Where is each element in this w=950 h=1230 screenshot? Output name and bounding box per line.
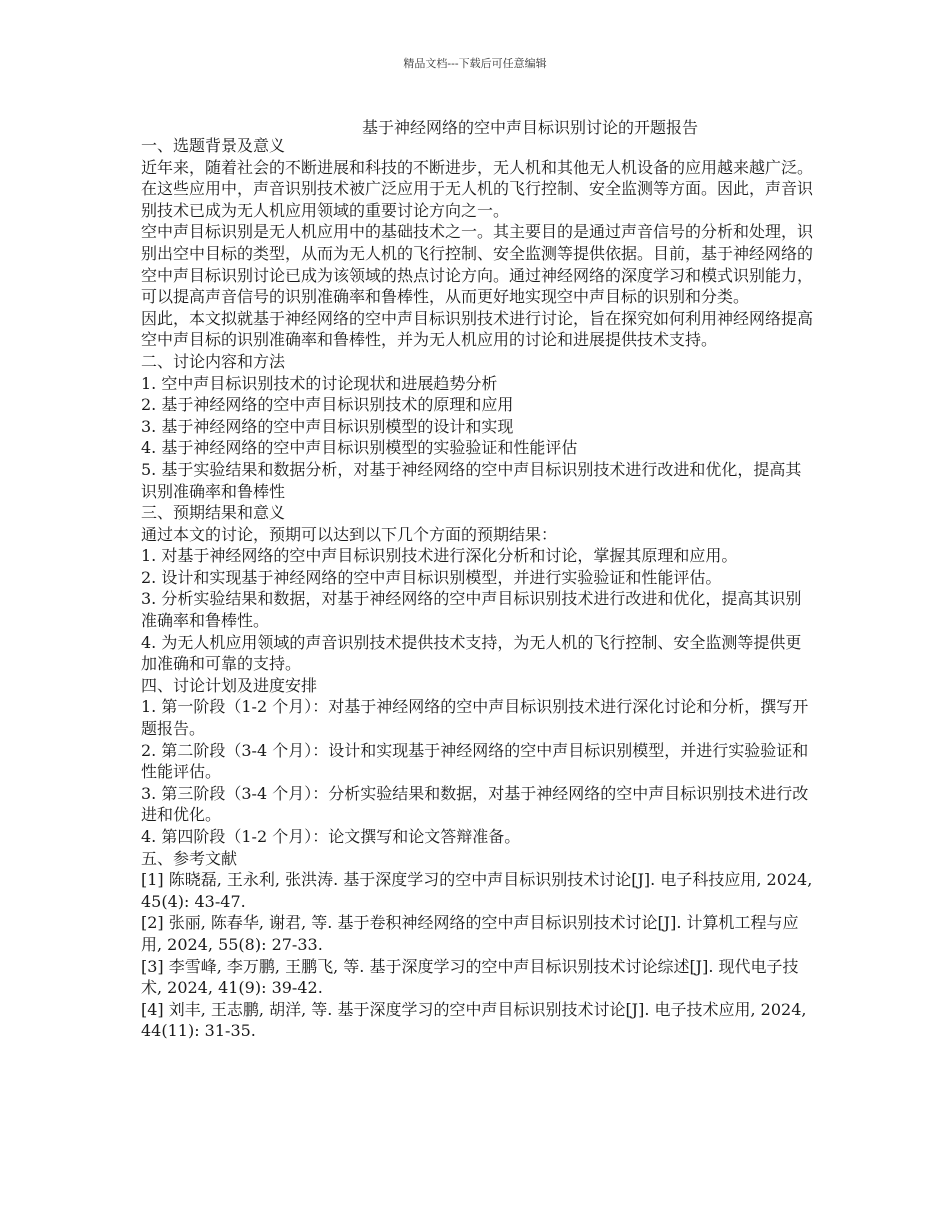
list-item: 4. 基于神经网络的空中声目标识别模型的实验验证和性能评估 [141, 438, 578, 458]
list-item: 1. 对基于神经网络的空中声目标识别技术进行深化分析和讨论，掌握其原理和应用。 [141, 546, 738, 566]
paragraph: 因此，本文拟就基于神经网络的空中声目标识别技术进行讨论，旨在探究如何利用神经网络提高空中声目标的识别准确率和鲁棒性，并为无人机应用的讨论和进展提供技术支持。 [141, 308, 814, 350]
section-heading-schedule: 四、讨论计划及进度安排 [141, 675, 318, 695]
paragraph: 通过本文的讨论，预期可以达到以下几个方面的预期结果： [141, 524, 558, 544]
list-item: 4. 第四阶段（1-2 个月）：论文撰写和论文答辩准备。 [141, 827, 521, 846]
list-item: 2. 设计和实现基于神经网络的空中声目标识别模型，并进行实验验证和性能评估。 [141, 567, 722, 587]
list-item: 3. 分析实验结果和数据，对基于神经网络的空中声目标识别技术进行改进和优化，提高其识别准确率和鲁棒性。 [141, 589, 802, 631]
page-header: 精品文档---下载后可任意编辑 [403, 57, 547, 70]
section-heading-references: 五、参考文献 [141, 848, 238, 868]
document-title: 基于神经网络的空中声目标识别讨论的开题报告 [362, 118, 699, 137]
list-item: 5. 基于实验结果和数据分析，对基于神经网络的空中声目标识别技术进行改进和优化，提高其识别准确率和鲁棒性 [141, 459, 802, 501]
section-heading-results: 三、预期结果和意义 [141, 503, 286, 523]
section-heading-content: 二、讨论内容和方法 [141, 351, 286, 371]
paragraph: 空中声目标识别是无人机应用中的基础技术之一。其主要目的是通过声音信号的分析和处理，识别出空中目标的类型，从而为无人机的飞行控制、安全监测等提供依据。目前，基于神经网络的空中声目标识别讨论已成为该领域的热点讨论方向。通过神经网络的深度学习和模式识别能力，可以提高声音信号的识别准确率和鲁棒性，从而更好地实现空中声目标的识别和分类。 [141, 222, 814, 307]
section-heading-background: 一、选题背景及意义 [141, 136, 286, 155]
list-item: 3. 基于神经网络的空中声目标识别模型的设计和实现 [141, 416, 514, 436]
reference-item: [1] 陈晓磊, 王永利, 张洪涛. 基于深度学习的空中声目标识别技术讨论[J]. 电子科技应用, 2024, 45(4): 43-47. [141, 870, 813, 911]
list-item: 2. 第二阶段（3-4 个月）：设计和实现基于神经网络的空中声目标识别模型，并进行实验验证和性能评估。 [141, 740, 809, 782]
reference-item: [3] 李雪峰, 李万鹏, 王鹏飞, 等. 基于深度学习的空中声目标识别技术讨论综述[J]. 现代电子技术, 2024, 41(9): 39-42. [141, 956, 799, 998]
list-item: 4. 为无人机应用领域的声音识别技术提供技术支持，为无人机的飞行控制、安全监测等提供更加准确和可靠的支持。 [141, 632, 802, 674]
document-body [141, 135, 815, 1042]
list-item: 3. 第三阶段（3-4 个月）：分析实验结果和数据，对基于神经网络的空中声目标识别技术进行改进和优化。 [141, 783, 809, 825]
list-item: 1. 空中声目标识别技术的讨论现状和进展趋势分析 [141, 373, 498, 393]
list-item: 1. 第一阶段（1-2 个月）：对基于神经网络的空中声目标识别技术进行深化讨论和分析，撰写开题报告。 [141, 697, 809, 739]
list-item: 2. 基于神经网络的空中声目标识别技术的原理和应用 [141, 395, 514, 415]
paragraph: 近年来，随着社会的不断进展和科技的不断进步，无人机和其他无人机设备的应用越来越广泛。在这些应用中，声音识别技术被广泛应用于无人机的飞行控制、安全监测等方面。因此，声音识别技术已成为无人机应用领域的重要讨论方向之一。 [141, 157, 814, 220]
reference-item: [4] 刘丰, 王志鹏, 胡洋, 等. 基于深度学习的空中声目标识别技术讨论[J]. 电子技术应用, 2024, 44(11): 31-35. [141, 999, 807, 1041]
reference-item: [2] 张丽, 陈春华, 谢君, 等. 基于卷积神经网络的空中声目标识别技术讨论[J]. 计算机工程与应用, 2024, 55(8): 27-33. [141, 913, 799, 954]
